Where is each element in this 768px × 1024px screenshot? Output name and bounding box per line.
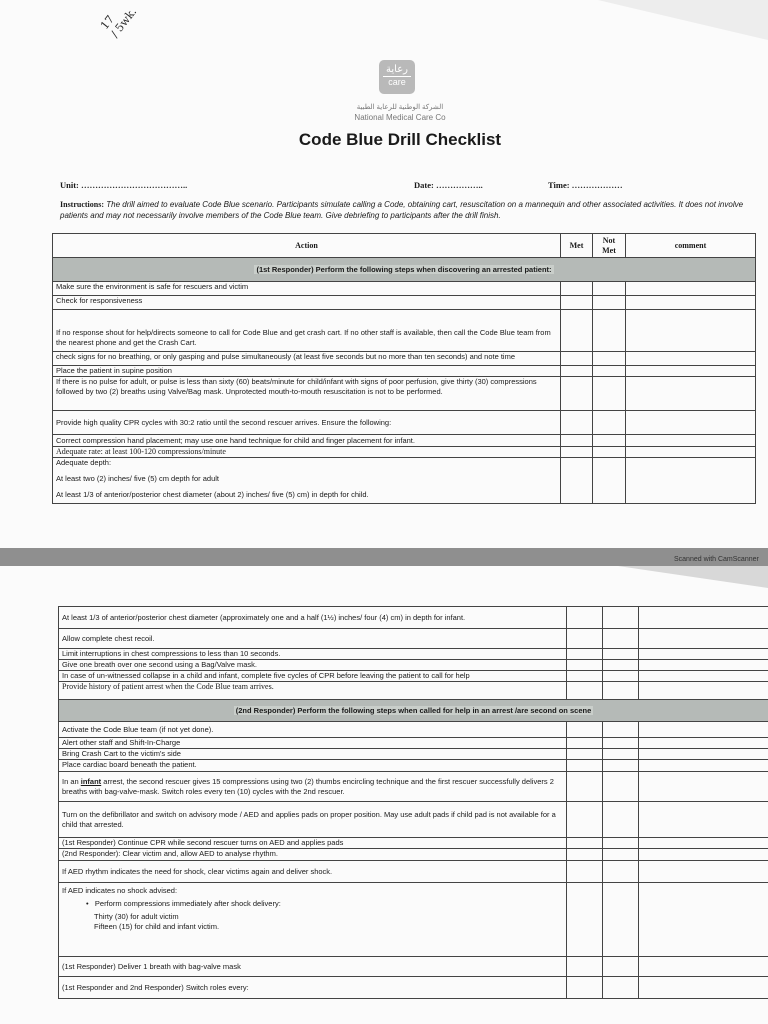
- met-cell[interactable]: [561, 296, 593, 310]
- action-text: Provide history of patient arrest when the Code Blue team arrives.: [59, 682, 567, 700]
- checklist-table-2: [58, 606, 768, 999]
- met-cell[interactable]: [567, 838, 603, 849]
- met-cell[interactable]: [561, 310, 593, 352]
- met-cell[interactable]: [567, 749, 603, 760]
- no-shock-child: Fifteen (15) for child and infant victim.: [94, 922, 220, 931]
- section-first-responder: (1st Responder) Perform the following steps when discovering an arrested patient:: [53, 258, 756, 282]
- header-comment: comment: [626, 234, 756, 258]
- not-met-cell[interactable]: [593, 296, 626, 310]
- section-second-responder: (2nd Responder) Perform the following steps when called for help in an arrest /are second on scene: [59, 700, 768, 722]
- handwritten-note: 17 / 5wk.: [98, 5, 140, 41]
- table-row: [59, 671, 768, 682]
- met-cell[interactable]: [561, 435, 593, 447]
- logo-arabic-mark: رعاية: [386, 64, 408, 75]
- comment-cell[interactable]: [639, 861, 768, 883]
- action-text: (1st Responder and 2nd Responder) Switch roles every:: [59, 977, 567, 999]
- comment-cell[interactable]: [639, 849, 768, 861]
- infant-emphasis: infant: [80, 776, 102, 786]
- met-cell[interactable]: [561, 411, 593, 435]
- company-logo: [379, 60, 415, 94]
- comment-cell[interactable]: [639, 738, 768, 749]
- action-text: Correct compression hand placement; may use one hand technique for child and finger placement for infant.: [53, 435, 561, 447]
- not-met-cell[interactable]: [603, 802, 639, 838]
- not-met-cell[interactable]: [603, 838, 639, 849]
- action-text: Turn on the defibrillator and switch on advisory mode / AED and applies pads on proper position. May use adult pads if child pad is not available for a child that arrested.: [59, 802, 567, 838]
- not-met-cell[interactable]: [603, 671, 639, 682]
- comment-cell[interactable]: [626, 435, 756, 447]
- action-text: (1st Responder) Deliver 1 breath with bag-valve mask: [59, 957, 567, 977]
- table-row: [59, 749, 768, 760]
- page-corner-fold: [598, 0, 768, 40]
- table-row: [59, 977, 768, 999]
- header-met: Met: [561, 234, 593, 258]
- table-row: [59, 861, 768, 883]
- table-row: [59, 660, 768, 671]
- table-row: [59, 883, 768, 957]
- met-cell[interactable]: [567, 802, 603, 838]
- not-met-cell[interactable]: [603, 660, 639, 671]
- scanner-watermark: Scanned with CamScanner: [674, 556, 759, 563]
- comment-cell[interactable]: [639, 749, 768, 760]
- header-not-met: Not Met: [593, 234, 626, 258]
- comment-cell[interactable]: [639, 760, 768, 772]
- action-text: Give one breath over one second using a Bag/Valve mask.: [59, 660, 567, 671]
- not-met-cell[interactable]: [593, 366, 626, 377]
- table-row: [53, 310, 756, 352]
- action-text: Allow complete chest recoil.: [59, 629, 567, 649]
- table-row: [59, 957, 768, 977]
- comment-cell[interactable]: [639, 629, 768, 649]
- not-met-cell[interactable]: [603, 722, 639, 738]
- met-cell[interactable]: [567, 649, 603, 660]
- met-cell[interactable]: [561, 282, 593, 296]
- comment-cell[interactable]: [626, 377, 756, 411]
- not-met-cell[interactable]: [593, 435, 626, 447]
- table-row: [59, 838, 768, 849]
- comment-cell[interactable]: [639, 660, 768, 671]
- not-met-cell[interactable]: [603, 883, 639, 957]
- action-text: If no response shout for help/directs someone to call for Code Blue and get crash cart. If no other staff is available, then call the Code Blue team from the nearest phone and get the Crash Cart.: [53, 310, 561, 352]
- comment-cell[interactable]: [626, 282, 756, 296]
- action-text: check signs for no breathing, or only gasping and pulse simultaneously (at least five seconds but no more than ten seconds) and note time: [53, 352, 561, 366]
- comment-cell[interactable]: [626, 352, 756, 366]
- instructions-label: Instructions:: [60, 200, 105, 209]
- met-cell[interactable]: [561, 458, 593, 504]
- not-met-cell[interactable]: [593, 411, 626, 435]
- comment-cell[interactable]: [626, 447, 756, 458]
- comment-cell[interactable]: [626, 411, 756, 435]
- not-met-cell[interactable]: [603, 749, 639, 760]
- depth-child: At least 1/3 of anterior/posterior chest diameter (about 2) inches/ five (5) cm) in depth for child.: [56, 490, 369, 499]
- not-met-cell[interactable]: [603, 738, 639, 749]
- met-cell[interactable]: [561, 377, 593, 411]
- action-text: Activate the Code Blue team (if not yet done).: [59, 722, 567, 738]
- action-text: In case of un-witnessed collapse in a child and infant, complete five cycles of CPR before leaving the patient to call for help: [59, 671, 567, 682]
- table-row: [53, 377, 756, 411]
- checklist-table-1: [52, 233, 756, 504]
- unit-field: Unit: ………………………………..: [60, 180, 188, 190]
- no-shock-heading: If AED indicates no shock advised:: [62, 886, 178, 895]
- met-cell[interactable]: [567, 957, 603, 977]
- met-cell[interactable]: [567, 671, 603, 682]
- checklist-page-2: [0, 566, 768, 1024]
- table-row: [59, 722, 768, 738]
- not-met-cell[interactable]: [593, 377, 626, 411]
- comment-cell[interactable]: [639, 772, 768, 802]
- comment-cell[interactable]: [639, 977, 768, 999]
- not-met-cell[interactable]: [593, 458, 626, 504]
- instructions-text: The drill aimed to evaluate Code Blue scenario. Participants simulate calling a Code, obtaining cart, resuscitation on a mannequin and other associated activities. It does not involve patients and may not necessarily involve members of the Code Blue team. Give debriefing to participants after the drill finish.: [60, 200, 744, 220]
- comment-cell[interactable]: [639, 883, 768, 957]
- not-met-cell[interactable]: [603, 772, 639, 802]
- action-text: Place the patient in supine position: [53, 366, 561, 377]
- comment-cell[interactable]: [639, 722, 768, 738]
- table-row: [59, 802, 768, 838]
- met-cell[interactable]: [561, 366, 593, 377]
- table-row: [53, 366, 756, 377]
- met-cell[interactable]: [567, 682, 603, 700]
- met-cell[interactable]: [567, 977, 603, 999]
- time-field: Time: ………………: [548, 180, 623, 190]
- table-row: [59, 629, 768, 649]
- met-cell[interactable]: [567, 629, 603, 649]
- not-met-cell[interactable]: [593, 447, 626, 458]
- not-met-cell[interactable]: [603, 849, 639, 861]
- action-text: Place cardiac board beneath the patient.: [59, 760, 567, 772]
- met-cell[interactable]: [567, 772, 603, 802]
- action-text: If AED rhythm indicates the need for shock, clear victims again and deliver shock.: [59, 861, 567, 883]
- header-action: Action: [53, 234, 561, 258]
- table-row: [53, 282, 756, 296]
- table-row: [59, 682, 768, 700]
- not-met-cell[interactable]: [603, 760, 639, 772]
- comment-cell[interactable]: [639, 802, 768, 838]
- not-met-cell[interactable]: [603, 861, 639, 883]
- company-name-english: National Medical Care Co: [354, 113, 446, 122]
- comment-cell[interactable]: [639, 682, 768, 700]
- action-text: Alert other staff and Shift-In-Charge: [59, 738, 567, 749]
- action-text: [53, 458, 561, 504]
- met-cell[interactable]: [561, 352, 593, 366]
- met-cell[interactable]: [561, 447, 593, 458]
- action-text: Bring Crash Cart to the victim's side: [59, 749, 567, 760]
- not-met-cell[interactable]: [593, 310, 626, 352]
- not-met-cell[interactable]: [603, 957, 639, 977]
- no-shock-bullet: • Perform compressions immediately after shock delivery:: [86, 899, 281, 908]
- table-row: [53, 352, 756, 366]
- action-text: At least 1/3 of anterior/posterior chest diameter (approximately one and a half (1½) inches/ four (4) cm) in depth for infant.: [59, 607, 567, 629]
- action-text: (1st Responder) Continue CPR while second rescuer turns on AED and applies pads: [59, 838, 567, 849]
- met-cell[interactable]: [567, 849, 603, 861]
- company-name-arabic: الشركة الوطنية للرعاية الطبية: [356, 104, 444, 111]
- action-text: If there is no pulse for adult, or pulse is less than sixty (60) beats/minute for child/infant with signs of poor perfusion, give thirty (30) compressions followed by two (2) breaths using Valve/Bag mask. Unprotected mouth-to-mouth resuscitation is not to be performed.: [53, 377, 561, 411]
- depth-heading: Adequate depth:: [56, 458, 112, 467]
- met-cell[interactable]: [567, 660, 603, 671]
- logo-word: care: [383, 76, 411, 88]
- table-row: [59, 738, 768, 749]
- table-row: [59, 607, 768, 629]
- instructions: [60, 199, 750, 221]
- not-met-cell[interactable]: [593, 282, 626, 296]
- table-row: [59, 760, 768, 772]
- comment-cell[interactable]: [626, 310, 756, 352]
- met-cell[interactable]: [567, 760, 603, 772]
- comment-cell[interactable]: [639, 649, 768, 660]
- table-row: [53, 411, 756, 435]
- met-cell[interactable]: [567, 738, 603, 749]
- not-met-cell[interactable]: [603, 629, 639, 649]
- action-text: (2nd Responder): Clear victim and, allow AED to analyse rhythm.: [59, 849, 567, 861]
- action-text: Provide high quality CPR cycles with 30:2 ratio until the second rescuer arrives. Ensure the following:: [53, 411, 561, 435]
- action-text: [59, 883, 567, 957]
- comment-cell[interactable]: [626, 458, 756, 504]
- table-row: [59, 772, 768, 802]
- table-row: [59, 649, 768, 660]
- comment-cell[interactable]: [639, 607, 768, 629]
- not-met-cell[interactable]: [603, 607, 639, 629]
- date-field: Date: ……………..: [414, 180, 483, 190]
- not-met-cell[interactable]: [603, 682, 639, 700]
- comment-cell[interactable]: [626, 366, 756, 377]
- page-corner-fold: [618, 566, 768, 588]
- not-met-cell[interactable]: [593, 352, 626, 366]
- not-met-cell[interactable]: [603, 977, 639, 999]
- action-text: Make sure the environment is safe for rescuers and victim: [53, 282, 561, 296]
- table-row: [53, 458, 756, 504]
- table-row: [53, 296, 756, 310]
- no-shock-adult: Thirty (30) for adult victim: [94, 912, 179, 921]
- table-row: [59, 849, 768, 861]
- met-cell[interactable]: [567, 722, 603, 738]
- not-met-cell[interactable]: [603, 649, 639, 660]
- comment-cell[interactable]: [639, 957, 768, 977]
- met-cell[interactable]: [567, 861, 603, 883]
- comment-cell[interactable]: [639, 671, 768, 682]
- comment-cell[interactable]: [639, 838, 768, 849]
- met-cell[interactable]: [567, 607, 603, 629]
- action-text: Adequate rate: at least 100-120 compressions/minute: [53, 447, 561, 458]
- met-cell[interactable]: [567, 883, 603, 957]
- table-row: [53, 447, 756, 458]
- document-title: Code Blue Drill Checklist: [298, 130, 502, 149]
- comment-cell[interactable]: [626, 296, 756, 310]
- action-text: In an infant arrest, the second rescuer gives 15 compressions using two (2) thumbs encircling technique and the first rescuer successfully delivers 2 breaths with bag-valve-mask. Switch roles every ten (10) cycles with the 2nd rescuer.: [59, 772, 567, 802]
- action-text: Check for responsiveness: [53, 296, 561, 310]
- table-row: [53, 435, 756, 447]
- action-text: Limit interruptions in chest compressions to less than 10 seconds.: [59, 649, 567, 660]
- depth-adult: At least two (2) inches/ five (5) cm depth for adult: [56, 474, 219, 483]
